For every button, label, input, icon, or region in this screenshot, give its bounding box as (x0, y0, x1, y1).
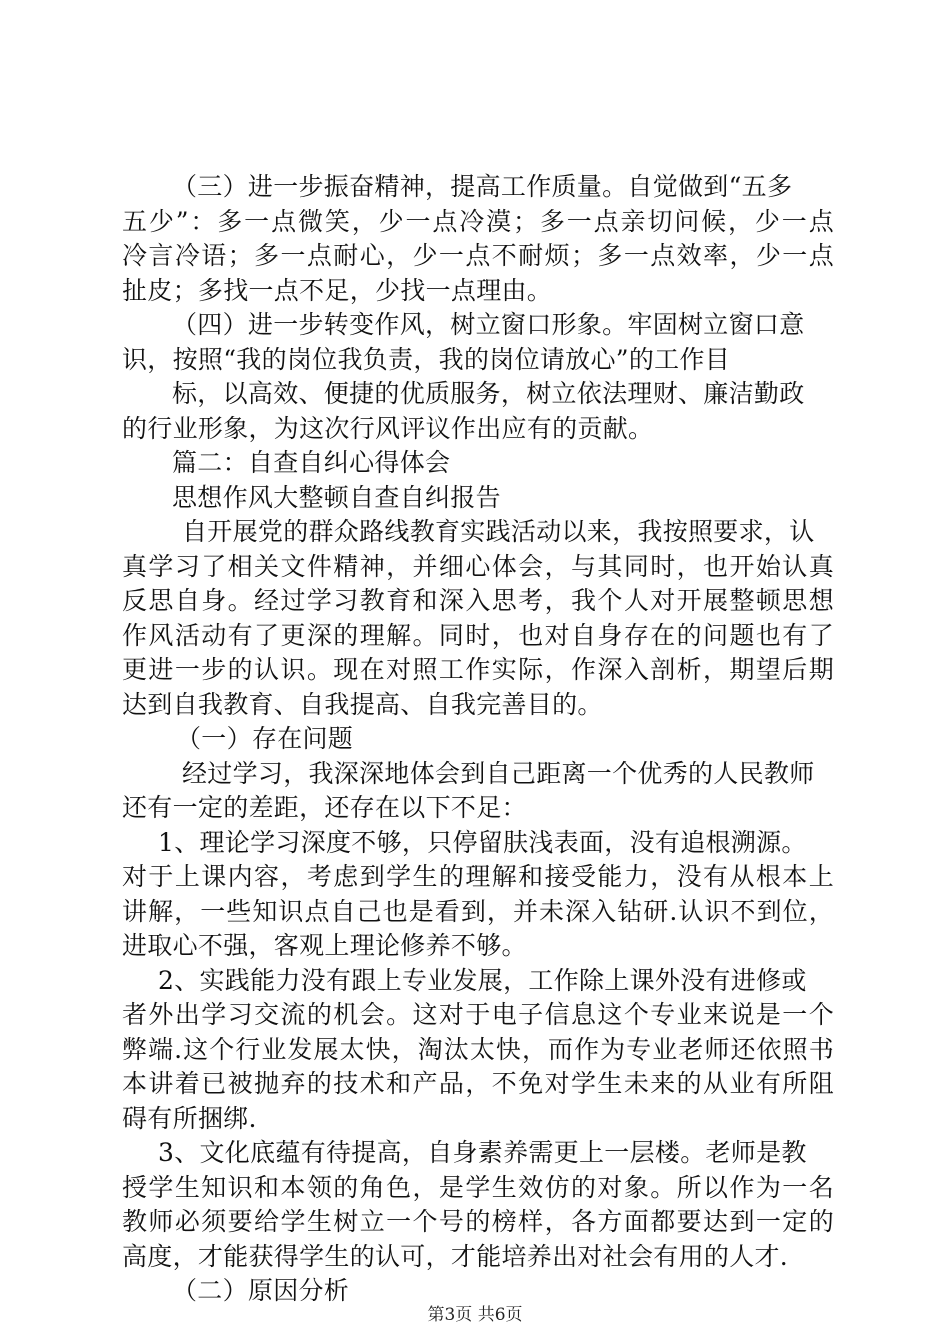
report-title: 思想作风大整顿自查自纠报告 (172, 482, 501, 512)
paragraph-line: 作风活动有了更深的理解。同时，也对自身存在的问题也有了 (122, 620, 834, 650)
page-number: 第3页 共6页 (427, 1305, 523, 1325)
subsection-heading: （一）存在问题 (176, 724, 354, 753)
paragraph-line: 者外出学习交流的机会。这对于电子信息这个专业来说是一个 (122, 1000, 834, 1029)
paragraph-line: 1、理论学习深度不够，只停留肤浅表面，没有追根溯源。 (158, 827, 807, 857)
paragraph-line: 自开展党的群众路线教育实践活动以来，我按照要求，认 (182, 517, 815, 546)
paragraph-line: 授学生知识和本领的角色，是学生效仿的对象。所以作为一名 (122, 1172, 834, 1202)
paragraph-line: 讲解，一些知识点自己也是看到，并未深入钻研.认识不到位， (122, 896, 834, 926)
paragraph-line: 反思自身。经过学习教育和深入思考，我个人对开展整顿思想 (122, 586, 834, 615)
paragraph-line: 高度，才能获得学生的认可，才能培养出对社会有用的人才. (122, 1241, 789, 1271)
paragraph-line: 2、实践能力没有跟上专业发展，工作除上课外没有进修或 (158, 965, 807, 995)
subsection-heading: （二）原因分析 (172, 1276, 350, 1305)
paragraph-line: 更进一步的认识。现在对照工作实际，作深入剖析，期望后期 (122, 655, 834, 684)
paragraph-line: 进取心不强，客观上理论修养不够。 (122, 931, 527, 960)
paragraph-line: 达到自我教育、自我提高、自我完善目的。 (122, 689, 603, 719)
section-heading: 篇二：自查自纠心得体会 (172, 448, 451, 477)
paragraph-line: 碍有所捆绑. (122, 1103, 257, 1133)
paragraph-line: 本讲着已被抛弃的技术和产品，不免对学生未来的从业有所阻 (122, 1069, 834, 1098)
paragraph-line: 真学习了相关文件精神，并细心体会，与其同时，也开始认真 (122, 551, 834, 581)
paragraph-line: 扯皮；多找一点不足，少找一点理由。 (122, 275, 553, 305)
paragraph-line: （三）进一步振奋精神，提高工作质量。自觉做到“五多 (172, 172, 793, 201)
paragraph-line: 五少”：多一点微笑，少一点冷漠；多一点亲切问候，少一点 (122, 206, 834, 236)
paragraph-line: （四）进一步转变作风，树立窗口形象。牢固树立窗口意 (172, 310, 805, 339)
paragraph-line: 冷言冷语；多一点耐心，少一点不耐烦；多一点效率，少一点 (122, 241, 834, 270)
document-body (122, 170, 834, 1309)
paragraph-line: 弊端.这个行业发展太快，淘汰太快，而作为专业老师还依照书 (122, 1034, 834, 1064)
paragraph-line: 对于上课内容，考虑到学生的理解和接受能力，没有从根本上 (122, 862, 834, 891)
paragraph-line: 经过学习，我深深地体会到自己距离一个优秀的人民教师 (182, 758, 815, 788)
paragraph-line: 还有一定的差距，还存在以下不足： (122, 793, 527, 822)
paragraph-line: 标，以高效、便捷的优质服务，树立依法理财、廉洁勤政 (172, 379, 805, 408)
paragraph-line: 3、文化底蕴有待提高，自身素养需更上一层楼。老师是教 (158, 1138, 807, 1167)
paragraph-line: 识，按照“我的岗位我负责，我的岗位请放心”的工作目 (122, 344, 731, 374)
paragraph-line: 教师必须要给学生树立一个号的榜样，各方面都要达到一定的 (122, 1207, 834, 1236)
paragraph-line: 的行业形象，为这次行风评议作出应有的贡献。 (122, 413, 654, 443)
